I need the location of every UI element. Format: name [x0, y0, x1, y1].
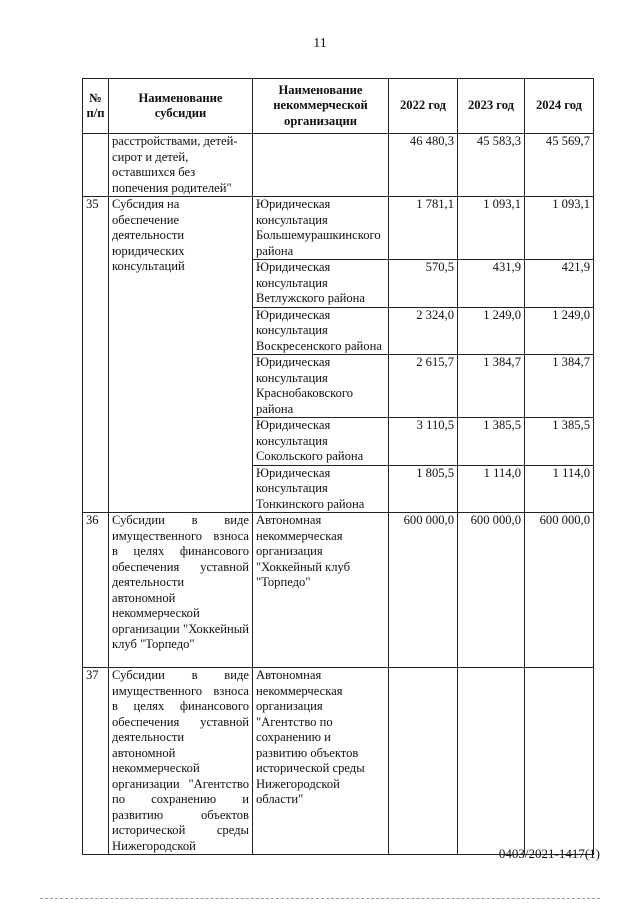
header-2024: 2024 год [525, 79, 594, 134]
header-2023: 2023 год [458, 79, 525, 134]
cell-subsidy: Субсидии в виде имущественного взноса в целях финансового обеспечения уставной деятельности автономной некоммерческой организации "Хоккейный клуб "Торпедо" [109, 513, 253, 668]
cell-org: Юридическая консультация Сокольского района [253, 418, 389, 466]
table-row-37 [83, 668, 594, 855]
cell-2024: 1 114,0 [525, 465, 594, 513]
cell-2022: 1 781,1 [389, 197, 458, 260]
header-org: Наименование некоммерческой организации [253, 79, 389, 134]
cell-2022: 570,5 [389, 260, 458, 308]
cell-num: 36 [83, 513, 109, 668]
cell-2023: 1 385,5 [458, 418, 525, 466]
cell-2023: 1 249,0 [458, 307, 525, 355]
header-row [83, 79, 594, 134]
footer-divider [40, 898, 600, 899]
cell-2024: 1 385,5 [525, 418, 594, 466]
subsidies-table [82, 78, 594, 855]
cell-2024: 600 000,0 [525, 513, 594, 668]
cell-num [83, 134, 109, 197]
cell-subsidy: расстройствами, детей- сирот и детей, оставшихся без попечения родителей" [109, 134, 253, 197]
cell-subsidy: Субсидии в виде имущественного взноса в целях финансового обеспечения уставной деятельности автономной некоммерческой организации "Агентство по сохранению и развитию объектов исторической среды Нижегородской [109, 668, 253, 855]
cell-num: 37 [83, 668, 109, 855]
cell-2022: 2 615,7 [389, 355, 458, 418]
cell-2023: 1 114,0 [458, 465, 525, 513]
cell-2022: 3 110,5 [389, 418, 458, 466]
cell-org: Автономная некоммерческая организация "Агентство по сохранению и развитию объектов исторической среды Нижегородской области" [253, 668, 389, 855]
table-row-continuation [83, 134, 594, 197]
cell-org: Автономная некоммерческая организация "Хоккейный клуб "Торпедо" [253, 513, 389, 668]
cell-2022: 600 000,0 [389, 513, 458, 668]
cell-org: Юридическая консультация Тонкинского района [253, 465, 389, 513]
cell-2023 [458, 668, 525, 855]
cell-2024: 421,9 [525, 260, 594, 308]
header-num: № п/п [83, 79, 109, 134]
cell-org: Юридическая консультация Ветлужского района [253, 260, 389, 308]
cell-2023: 1 093,1 [458, 197, 525, 260]
table-row-35 [83, 197, 594, 260]
cell-2024: 1 384,7 [525, 355, 594, 418]
cell-2022 [389, 668, 458, 855]
document-code: 0403/2021-1417(1) [498, 846, 600, 861]
cell-2022: 2 324,0 [389, 307, 458, 355]
cell-org: Юридическая консультация Воскресенского района [253, 307, 389, 355]
cell-2022: 46 480,3 [389, 134, 458, 197]
cell-2023: 431,9 [458, 260, 525, 308]
cell-subsidy: Субсидия на обеспечение деятельности юридических консультаций [109, 197, 253, 513]
cell-org: Юридическая консультация Краснобаковского района [253, 355, 389, 418]
page-number: 11 [313, 36, 327, 51]
cell-2024: 1 249,0 [525, 307, 594, 355]
cell-2024 [525, 668, 594, 855]
cell-2023: 45 583,3 [458, 134, 525, 197]
cell-2024: 1 093,1 [525, 197, 594, 260]
cell-org [253, 134, 389, 197]
cell-org: Юридическая консультация Большемурашкинского района [253, 197, 389, 260]
cell-num: 35 [83, 197, 109, 513]
cell-2022: 1 805,5 [389, 465, 458, 513]
cell-2024: 45 569,7 [525, 134, 594, 197]
header-2022: 2022 год [389, 79, 458, 134]
table-row-36 [83, 513, 594, 668]
header-subsidy: Наименование субсидии [109, 79, 253, 134]
cell-2023: 600 000,0 [458, 513, 525, 668]
cell-2023: 1 384,7 [458, 355, 525, 418]
